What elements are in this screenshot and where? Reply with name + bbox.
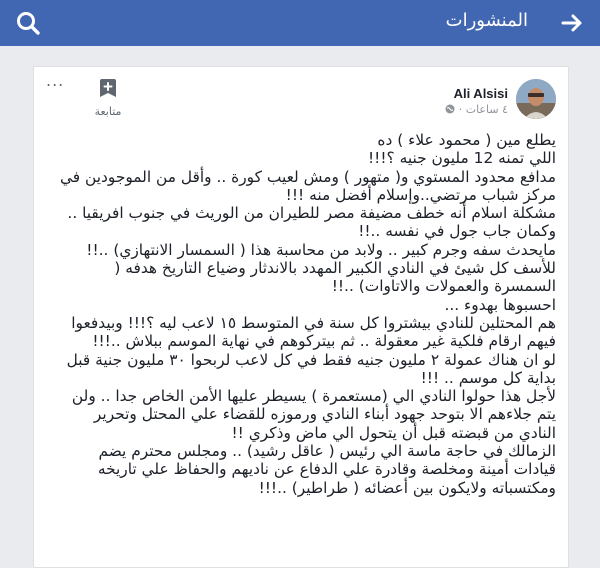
post-line: لو ان هناك عمولة ٢ مليون جنيه فقط في كل لاعب لربحوا ٣٠ مليون جنية قبل	[66, 350, 556, 369]
post-line: يتم جلاءهم الا بتوحد جهود أبناء النادي ورموزه للقضاء علي المحتل وتحرير	[93, 405, 556, 424]
globe-icon	[445, 104, 455, 114]
post-line: النادي من قبضته قبل أن يتحول الي ماض وذكري !!	[231, 423, 556, 442]
post-line: قيادات أمينة ومخلصة وقادرة علي الدفاع عن ناديهم والحفاظ علي تاريخه	[97, 460, 556, 479]
post-line: مشكلة اسلام أنه خطف مضيفة مصر للطيران من الوريث في جنوب افريقيا ..	[67, 204, 556, 223]
post-line: يطلع مين ( محمود علاء ) ده	[377, 131, 556, 149]
post-line: للأسف كل شيئ في النادي الكبير المهدد بالاندثار وضياع التاريخ هدفه (	[114, 259, 556, 278]
post-line: الزمالك في حاجة ماسة الي رئيس ( عاقل رشيد) .. ومجلس محترم يضم	[98, 442, 556, 461]
follow-label: متابعة	[94, 105, 122, 118]
follow-icon	[97, 77, 119, 99]
post-line: لأجل هذا حولوا النادي الي (مستعمرة ) يسيطر عليها الأمن الخاص جدا .. ولن	[71, 387, 556, 406]
post-line: اللي تمنه 12 مليون جنيه ؟!!!	[368, 149, 556, 168]
post-card	[33, 66, 569, 568]
post-line: احسبوها بهدوء ...	[444, 295, 556, 314]
follow-button[interactable]	[90, 77, 126, 118]
post-line: السمسرة والعمولات والاتاوات) ..!!	[331, 277, 556, 296]
person-photo-icon	[516, 79, 556, 119]
post-meta	[442, 103, 508, 116]
post-line: مدافع محدود المستوي و( متهور ) ومش لعيب كورة .. وأقل من الموجودين في	[59, 167, 556, 186]
post-line: ومكتسباته ولايكون بين أعضائه ( طراطير) ..!!!	[258, 478, 556, 497]
page-title: المنشورات	[445, 10, 528, 31]
post-line: وكمان جاب جول في نفسه ..!!	[358, 222, 556, 241]
post-line: بداية كل موسم .. !!!	[420, 368, 556, 387]
post-author[interactable]: Ali Alsisi	[453, 86, 508, 101]
post-line: مركز شباب مرتضي..وإسلام أفضل منه !!!	[285, 185, 556, 204]
post-line: هم المحتلين للنادي بيشتروا كل سنة في المتوسط ١٥ لاعب ليه ؟!!! وبيدفعوا	[71, 313, 556, 332]
top-bar	[0, 0, 600, 46]
post-line: فيهم ارقام فلكية غير معقولة .. ثم بيتركوهم في نهاية الموسم ببلاش ..!!!	[92, 332, 556, 351]
search-icon[interactable]	[14, 9, 42, 37]
arrow-right-icon[interactable]	[558, 9, 586, 37]
post-time: ٤ ساعات ·	[458, 103, 508, 116]
more-options-icon[interactable]: ...	[46, 71, 65, 90]
post-line: مايحدث سفه وجرم كبير .. ولابد من محاسبة هذا ( السمسار الانتهازي) ..!!	[86, 240, 556, 259]
post-body	[44, 131, 556, 497]
avatar[interactable]	[516, 79, 556, 119]
